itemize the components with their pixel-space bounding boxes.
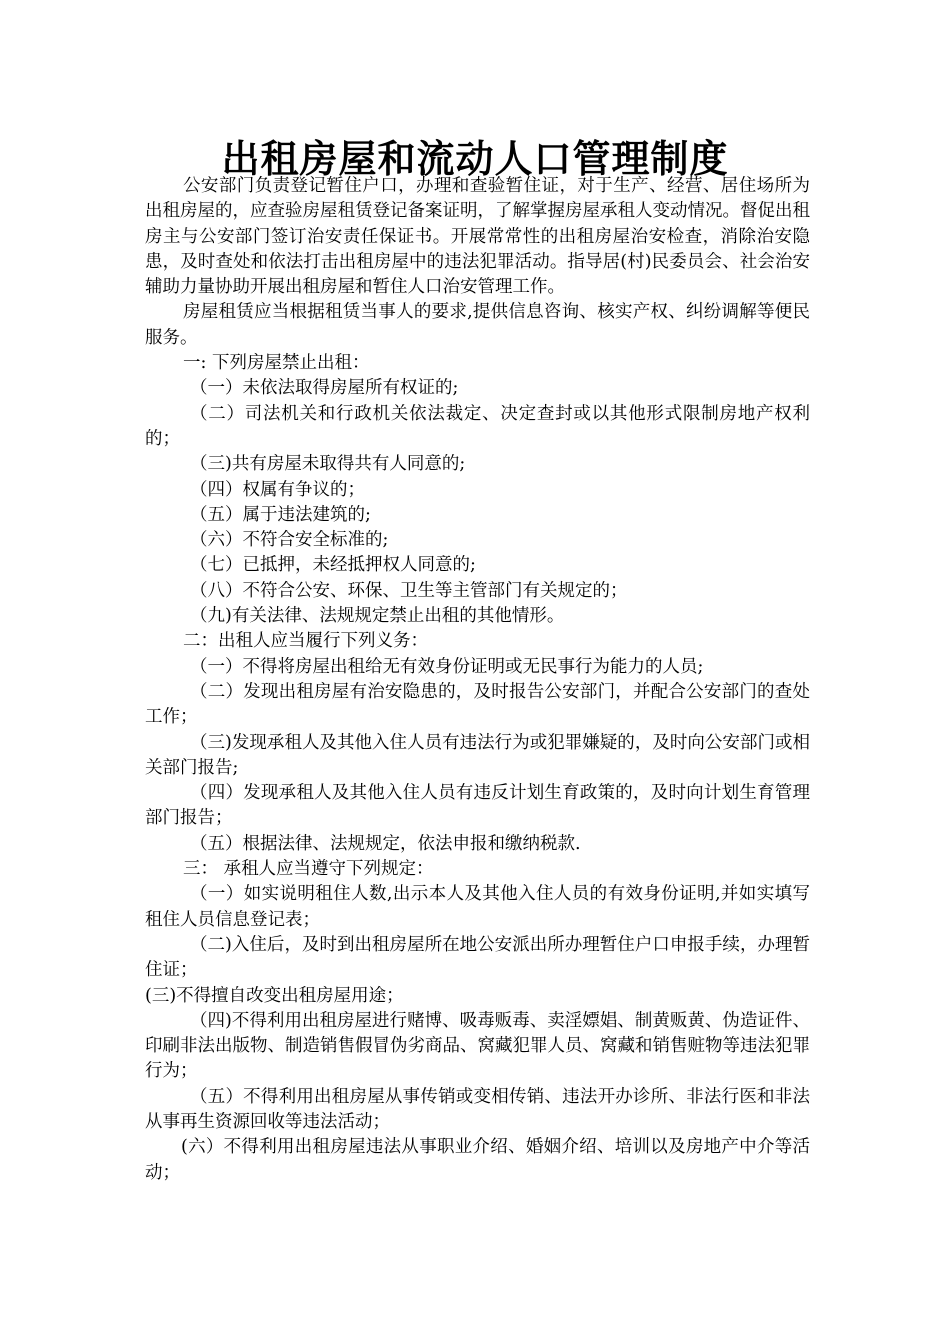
list-item: (六）不得利用出租房屋违法从事职业介绍、婚姻介绍、培训以及房地产中介等活动； [145,1137,810,1183]
list-item: （四)不得利用出租房屋进行赌博、吸毒贩毒、卖淫嫖娼、制黄贩黄、伪造证件、印刷非法出版物、制造销售假冒伪劣商品、窝藏犯罪人员、窝藏和销售赃物等违法犯罪行为； [145,1010,810,1082]
list-item: （三)发现承租人及其他入住人员有违法行为或犯罪嫌疑的，及时向公安部门或相关部门报告; [145,732,810,778]
list-item: （七）已抵押，未经抵押权人同意的; [190,555,476,576]
document-title: 出租房屋和流动人口管理制度 [221,137,729,181]
section-heading: 一: 下列房屋禁止出租： [183,353,370,374]
list-item: （八）不符合公安、环保、卫生等主管部门有关规定的； [190,580,628,601]
list-item: （五）根据法律、法规规定，依法申报和缴纳税款. [190,833,581,854]
paragraph: 公安部门负责登记暂住户口，办理和查验暂住证，对于生产、经营、居住场所为出租房屋的，应查验房屋租赁登记备案证明，了解掌握房屋承租人变动情况。督促出租房主与公安部门签订治安责任保证书。开展常常性的出租房屋治安检查，消除治安隐患，及时查处和依法打击出租房屋中的违法犯罪活动。指导居(村)民委员会、社会治安辅助力量协助开展出租房屋和暂住人口治安管理工作。 [145,176,810,298]
list-item: （一）不得将房屋出租给无有效身份证明或无民事行为能力的人员; [190,656,704,677]
section-heading: 二：出租人应当履行下列义务： [183,631,428,652]
list-item: （一）未依法取得房屋所有权证的; [190,378,459,399]
list-item: （五）属于违法建筑的; [190,504,371,525]
list-item: （三)共有房屋未取得共有人同意的; [190,454,466,475]
document-body [145,174,810,1186]
section-heading: 三： 承租人应当遵守下列规定： [183,859,434,880]
list-item: （一）如实说明租住人数,出示本人及其他入住人员的有效身份证明,并如实填写租住人员信息登记表； [145,884,810,930]
list-item: (三)不得擅自改变出租房屋用途； [145,985,404,1006]
list-item: （二）司法机关和行政机关依法裁定、决定查封或以其他形式限制房地产权利的； [145,403,810,449]
paragraph: 房屋租赁应当根据租赁当事人的要求,提供信息咨询、核实产权、纠纷调解等便民服务。 [145,302,810,348]
list-item: （六）不符合安全标准的; [190,530,389,551]
list-item: （四）发现承租人及其他入住人员有违反计划生育政策的，及时向计划生育管理部门报告； [145,783,810,829]
list-item: （二）发现出租房屋有治安隐患的，及时报告公安部门，并配合公安部门的查处工作； [145,681,810,728]
list-item: （九)有关法律、法规规定禁止出租的其他情形。 [190,606,565,627]
list-item: （五）不得利用出租房屋从事传销或变相传销、违法开办诊所、非法行医和非法从事再生资源回收等违法活动； [145,1086,810,1132]
list-item: （四）权属有争议的； [190,479,365,500]
list-item: （二)入住后，及时到出租房屋所在地公安派出所办理暂住户口申报手续，办理暂住证； [145,934,810,981]
